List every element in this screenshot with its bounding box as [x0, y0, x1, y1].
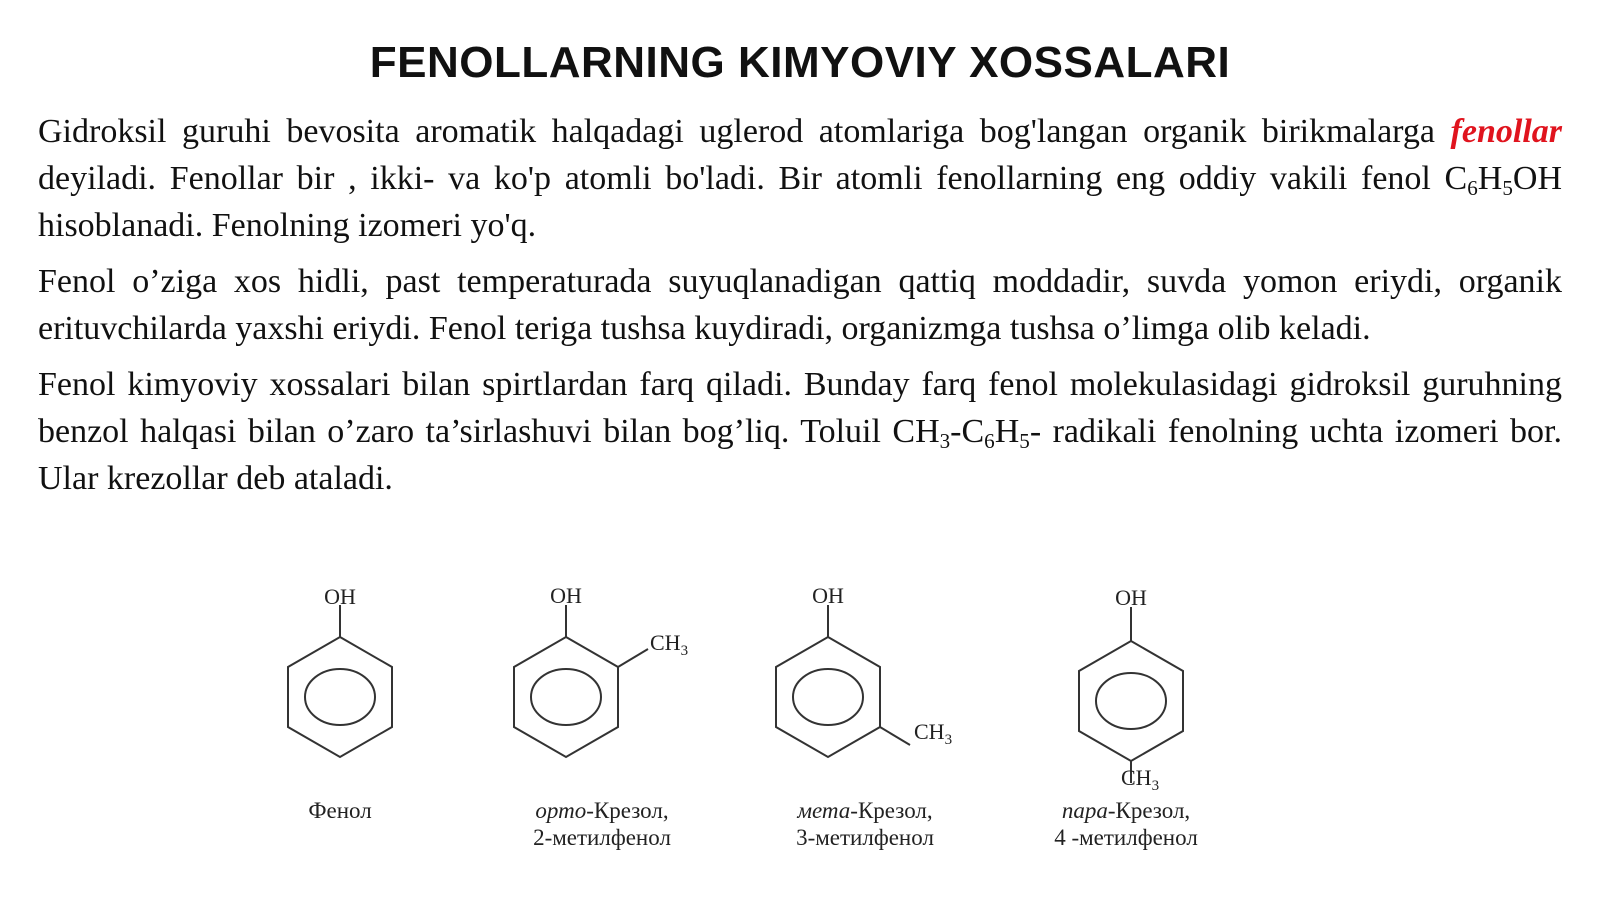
caption-meta-name: 3-метилфенол	[796, 825, 934, 850]
ch3-label: $CH_3$	[650, 630, 689, 659]
slide-body	[38, 108, 1562, 511]
oh-label: OH	[324, 584, 356, 609]
text-span: H	[1477, 160, 1503, 197]
text-span: OH hisoblanadi. Fenolning izomeri yo'q.	[38, 160, 1562, 244]
ch3-label: $CH_3$	[914, 719, 953, 748]
ortho-cresol-structure	[514, 605, 648, 757]
caption-meta-cresol: мета-Крезол,	[797, 798, 933, 823]
subscript: 5	[1019, 428, 1030, 453]
paragraph-definition	[38, 108, 1562, 249]
paragraph-properties: Fenol o’ziga xos hidli, past temperaturada suyuqlanadigan qattiq moddadir, suvda yomon eriydi, organik erituvchilarda yaxshi eriydi. Fenol teriga tushsa kuydiradi, organizmga tushsa o’limga olib keladi.	[38, 263, 1562, 347]
text-span: deyiladi. Fenollar bir , ikki- va ko'p atomli bo'ladi. Bir atomli fenollarning eng oddiy vakili fenol C	[38, 160, 1468, 197]
oh-label: OH	[812, 583, 844, 608]
oh-label: OH	[550, 583, 582, 608]
term-fenollar: fenollar	[1450, 113, 1562, 150]
text-span: - radikali fenolning uchta izomeri bor. Ular krezollar deb ataladi.	[38, 413, 1562, 497]
text-span: Gidroksil guruhi bevosita aromatik halqadagi uglerod atomlariga bog'langan organik birikmalarga	[38, 113, 1451, 150]
slide-title: FENOLLARNING KIMYOVIY XOSSALARI	[369, 38, 1231, 87]
text-span: -C	[950, 413, 985, 450]
phenol-structure	[288, 605, 392, 757]
para-cresol-structure	[1079, 607, 1183, 783]
caption-para-name: 4 -метилфенол	[1054, 825, 1198, 850]
ch3-label: $CH_3$	[1121, 765, 1160, 794]
caption-ortho-cresol: орто-Крезол,	[535, 798, 669, 823]
text-span: Fenol kimyoviy xossalari bilan spirtlardan farq qiladi. Bunday farq fenol molekulasidagi gidroksil guruhning benzol halqasi bilan o’zaro ta’sirlashuvi bilan bog’liq. Toluil CH	[38, 366, 1562, 450]
caption-para-cresol: пара-Крезол,	[1061, 798, 1191, 823]
subscript: 6	[1467, 175, 1478, 200]
paragraph-cresols	[38, 361, 1562, 502]
text-span: H	[994, 413, 1020, 450]
formulas-svg	[260, 575, 1260, 875]
structural-formulas	[260, 575, 1260, 875]
subscript: 3	[939, 428, 951, 453]
oh-label: OH	[1115, 585, 1147, 610]
caption-ortho-name: 2-метилфенол	[533, 825, 671, 850]
subscript: 5	[1502, 175, 1513, 200]
caption-phenol: Фенол	[308, 798, 372, 823]
meta-cresol-structure	[776, 605, 910, 757]
subscript: 6	[984, 428, 995, 453]
